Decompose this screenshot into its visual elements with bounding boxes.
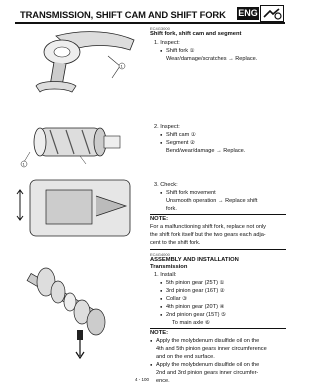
note-line: 4th and 5th pinion gears inner circumference bbox=[156, 346, 267, 352]
movement-criteria: Unsmooth operation → Replace shift bbox=[166, 198, 258, 204]
section-code: EC4G4000 bbox=[150, 252, 170, 257]
shift-cam-illustration bbox=[20, 118, 135, 168]
install-target: To main axle ⑥ bbox=[172, 320, 210, 326]
page-title: TRANSMISSION, SHIFT CAM AND SHIFT FORK bbox=[20, 9, 226, 20]
bullet-shift-fork: ● Shift fork ① bbox=[166, 47, 195, 55]
eng-tag: ENG bbox=[238, 8, 258, 18]
note-line: the shift fork itself but the two gears each adja- bbox=[150, 232, 266, 238]
note-label: NOTE: bbox=[150, 330, 169, 336]
section-title: Shift fork, shift cam and segment bbox=[150, 31, 242, 37]
step-check: 3. Check: bbox=[154, 182, 178, 188]
step-inspect-fork: 1. Inspect: bbox=[154, 40, 180, 46]
note-rule bbox=[150, 328, 286, 329]
note-label: NOTE: bbox=[150, 216, 169, 222]
cam-criteria: Bend/wear/damage → Replace. bbox=[166, 148, 246, 154]
bullet-segment: ● Segment ② bbox=[166, 139, 195, 147]
note-line: For a malfunctioning shift fork, replace not only bbox=[150, 224, 266, 230]
note-line: 2nd and 3rd pinion gears inner circumfer- bbox=[156, 370, 259, 376]
note-line: and on the end surface. bbox=[156, 354, 215, 360]
svg-text:1: 1 bbox=[22, 161, 25, 167]
note-bullet: ● Apply the molybdenum disulfide oil on the bbox=[156, 361, 259, 369]
header-rule bbox=[15, 22, 285, 24]
page-number: 4 - 100 bbox=[135, 377, 150, 382]
note-bullet: ● Apply the molybdenum disulfide oil on the bbox=[156, 337, 259, 345]
bullet-shift-cam: ● Shift cam ① bbox=[166, 131, 196, 139]
list-item: ● 5th pinion gear (25T) ① bbox=[166, 279, 225, 287]
bullet-fork-movement: ● Shift fork movement bbox=[166, 189, 216, 197]
list-item: ● 2nd pinion gear (15T) ⑤ bbox=[166, 311, 226, 319]
engine-icon bbox=[260, 5, 284, 22]
section-code: EC4G3000 bbox=[150, 26, 170, 31]
svg-text:1: 1 bbox=[120, 63, 123, 69]
note-rule bbox=[150, 214, 286, 215]
movement-criteria-cont: fork. bbox=[166, 206, 177, 212]
shift-fork-movement-illustration bbox=[16, 176, 144, 240]
note-line: cent to the shift fork. bbox=[150, 240, 201, 246]
list-item: ● 4th pinion gear (20T) ④ bbox=[166, 303, 225, 311]
subsection-title: Transmission bbox=[150, 264, 188, 270]
fork-criteria: Wear/damage/scratches → Replace. bbox=[166, 56, 258, 62]
list-item: ● 3rd pinion gear (16T) ② bbox=[166, 287, 225, 295]
step-inspect-cam: 2. Inspect: bbox=[154, 124, 180, 130]
section-divider bbox=[150, 249, 286, 250]
note-line: ence. bbox=[156, 378, 170, 384]
shift-fork-illustration bbox=[16, 26, 146, 98]
list-item: ● Collar ③ bbox=[166, 295, 187, 303]
step-install: 1. Install: bbox=[154, 272, 177, 278]
transmission-illustration bbox=[20, 252, 120, 367]
section-title: ASSEMBLY AND INSTALLATION bbox=[150, 257, 239, 263]
